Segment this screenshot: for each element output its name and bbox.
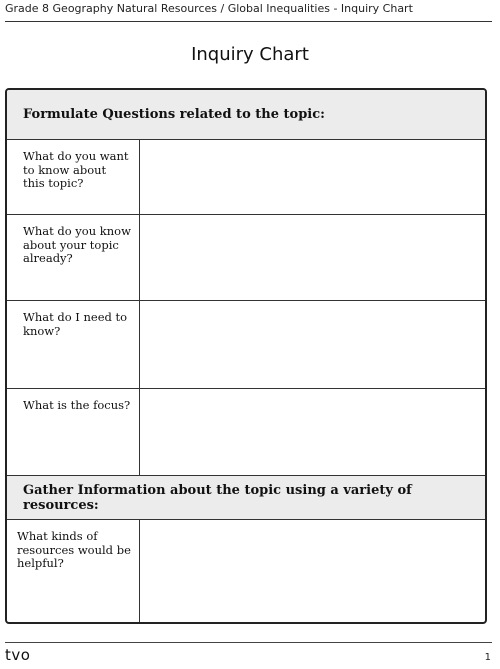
question-cell: What do I need to know? bbox=[7, 301, 140, 388]
page-title: Inquiry Chart bbox=[191, 44, 309, 65]
table-row bbox=[7, 301, 485, 389]
inquiry-chart-table bbox=[5, 88, 487, 624]
tvo-logo: tvo bbox=[5, 646, 31, 664]
question-cell: What do you know about your topic already? bbox=[7, 215, 140, 300]
answer-cell[interactable] bbox=[140, 520, 485, 622]
answer-cell[interactable] bbox=[140, 389, 485, 475]
answer-cell[interactable] bbox=[140, 215, 485, 300]
document-header: Grade 8 Geography Natural Resources / Global Inequalities - Inquiry Chart bbox=[5, 2, 413, 15]
question-cell: What kinds of resources would be helpful? bbox=[7, 520, 140, 622]
table-row bbox=[7, 520, 485, 622]
page-number: 1 bbox=[484, 652, 491, 663]
question-cell: What do you want to know about this topic? bbox=[7, 140, 140, 214]
footer-divider bbox=[5, 642, 492, 643]
question-cell: What is the focus? bbox=[7, 389, 140, 475]
header-divider bbox=[5, 21, 492, 22]
table-row bbox=[7, 140, 485, 215]
table-row bbox=[7, 215, 485, 301]
answer-cell[interactable] bbox=[140, 301, 485, 388]
section-heading-formulate-questions: Formulate Questions related to the topic: bbox=[7, 90, 485, 140]
section-heading-gather-information: Gather Information about the topic using a variety of resources: bbox=[7, 476, 485, 520]
answer-cell[interactable] bbox=[140, 140, 485, 214]
table-row bbox=[7, 389, 485, 476]
